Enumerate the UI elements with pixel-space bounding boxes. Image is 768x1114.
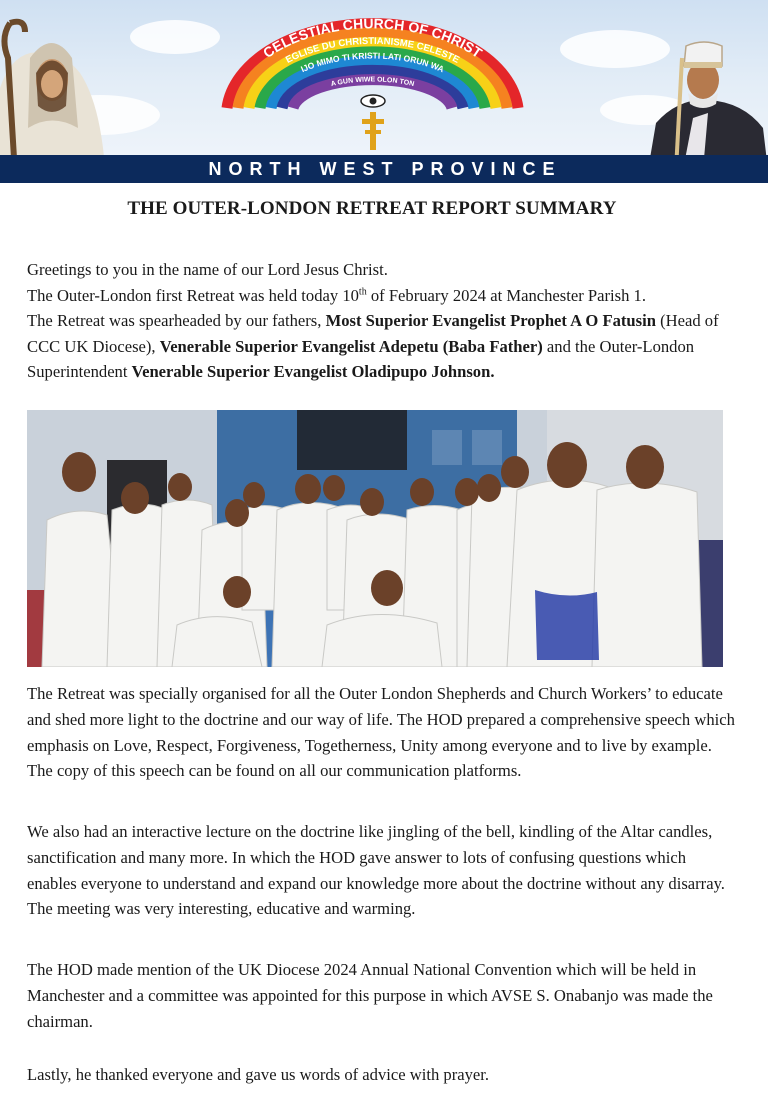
retreat-date-line: The Outer-London first Retreat was held today 10th of February 2024 at Manchester Parish 1.	[27, 285, 646, 305]
father-3-name: Venerable Superior Evangelist Oladipupo Johnson.	[131, 362, 495, 381]
spearheaded-paragraph: The Retreat was spearheaded by our fathers, Most Superior Evangelist Prophet A O Fatusin (Head of CCC UK Diocese), Venerable Superior Evangelist Adepetu (Baba Father) and the Outer-London Superintendent Venerable Superior Evangelist Oladipupo Johnson.	[27, 311, 719, 381]
logo-arc-inner: IJO MIMO TI KRISTI LATI ORUN WA	[299, 50, 446, 75]
father-2-name: Venerable Superior Evangelist Adepetu (Baba Father)	[159, 336, 543, 356]
paragraph-closing: Lastly, he thanked everyone and gave us words of advice with prayer.	[27, 1065, 490, 1084]
jesus-shepherd-illustration	[0, 18, 112, 168]
province-title: NORTH WEST PROVINCE	[110, 155, 660, 183]
logo-arc-outer: CELESTIAL CHURCH OF CHRIST	[260, 15, 485, 61]
church-logo-rainbow	[215, 8, 530, 153]
paragraph-convention: The HOD made mention of the UK Diocese 2024 Annual National Convention which will be held in Manchester and a committee was appointed for this purpose in which AVSE S. Onabanjo was made the chairman.	[27, 960, 713, 1031]
logo-arc-small: A GUN WIWE OLON TON	[330, 76, 415, 89]
retreat-group-photo	[27, 410, 723, 667]
intro-section	[27, 257, 737, 385]
paragraph-lecture: We also had an interactive lecture on the doctrine like jingling of the bell, kindling of the Altar candles, sanctification and many more. In which the HOD gave answer to lots of confusing questions which enables everyone to understand and expand our knowledge more about the doctrine without any disarray. The meeting was very interesting, educative and warming.	[27, 822, 725, 919]
greeting-line: Greetings to you in the name of our Lord Jesus Christ.	[27, 260, 388, 279]
logo-arc-middle: EGLISE DU CHRISTIANISME CELESTE	[283, 35, 462, 66]
prophet-portrait	[648, 38, 768, 170]
report-title: THE OUTER-LONDON RETREAT REPORT SUMMARY	[127, 198, 617, 219]
eye-icon	[361, 95, 385, 107]
father-1-name: Most Superior Evangelist Prophet A O Fatusin	[325, 311, 656, 330]
cross-icon	[362, 112, 384, 150]
paragraph-purpose: The Retreat was specially organised for all the Outer London Shepherds and Church Workers’ to educate and shed more light to the doctrine and our way of life. The HOD prepared a comprehensive speech which emphasis on Love, Respect, Forgiveness, Togetherness, Unity among everyone and to live by example. The copy of this speech can be found on all our communication platforms.	[27, 684, 735, 781]
province-bar-right	[660, 155, 768, 183]
header-banner	[0, 0, 768, 183]
province-bar-left	[0, 155, 110, 183]
